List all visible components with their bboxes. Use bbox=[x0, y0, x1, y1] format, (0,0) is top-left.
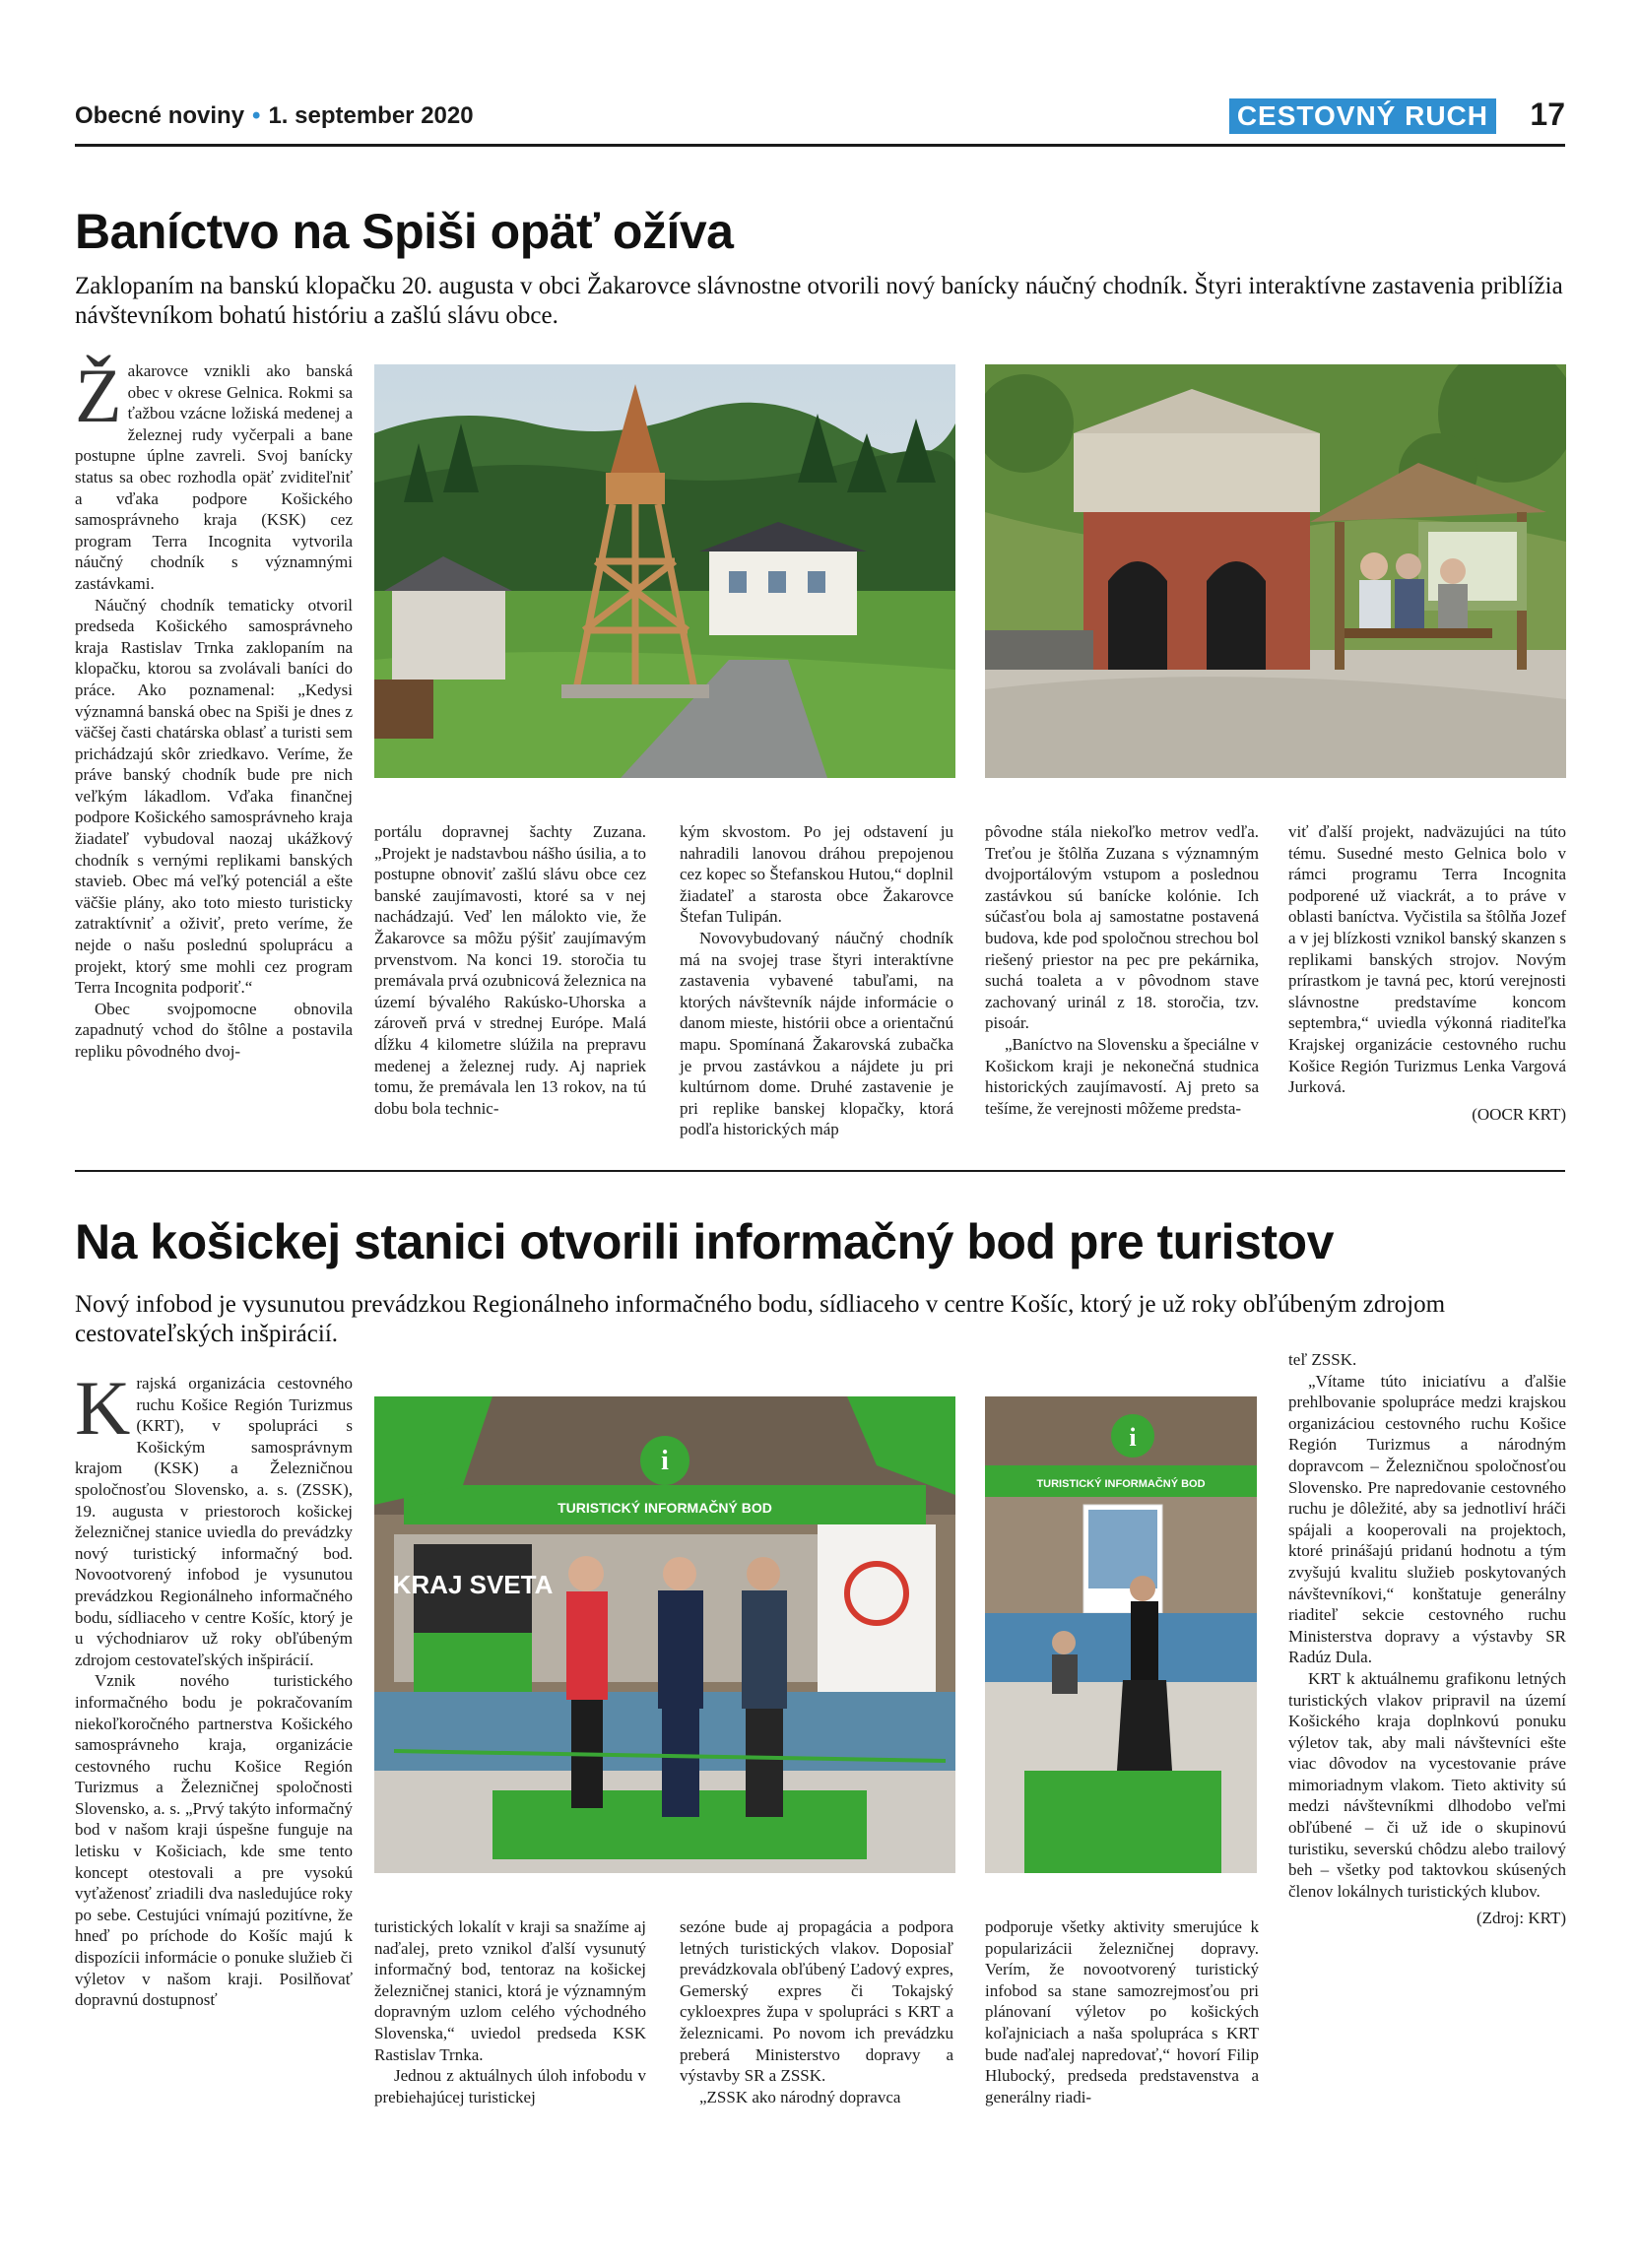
article1-paragraph: „Baníctvo na Slovensku a špeciálne v Košickom kraji je nekonečná studnica historických zaujímavostí. Aj preto sa tešíme, že verejnosti môžeme predsta- bbox=[985, 1034, 1259, 1118]
article1-paragraph: Obec svojpomocne obnovila zapadnutý vchod do štôlne a postavila repliku pôvodného dvoj- bbox=[75, 999, 353, 1061]
header-rule bbox=[75, 144, 1565, 147]
page-number: 17 bbox=[1530, 97, 1565, 132]
publication-name: Obecné noviny bbox=[75, 102, 245, 129]
banner-kraj-sveta: KRAJ SVETA bbox=[392, 1570, 554, 1599]
photo-infobod-opening-image bbox=[374, 1396, 955, 1873]
article1-paragraph: viť ďalší projekt, nadväzujúci na túto tému. Susedné mesto Gelnica bolo v rámci programu Terra Incognita podporené už viackrát, a to práve v oblasti baníctva. Vyčistila sa štôlňa Jozef a v jej blízkosti vznikol banský skanzen s replikami banských strojov. Novým prírastkom je tavná pec, ktorú verejnosti slávnostne predstavíme koncom septembra,“ uviedla výkonná riaditeľka Krajskej organizácie cestovného ruchu Košice Región Turizmus Lenka Vargová Jurková. bbox=[1288, 822, 1566, 1097]
article1-column-3 bbox=[680, 821, 953, 1146]
article2-title: Na košickej stanici otvorili informačný bod pre turistov bbox=[75, 1214, 1334, 1269]
article1-paragraph: Žakarovce vznikli ako banská obec v okrese Gelnica. Rokmi sa ťažbou vzácne ložiská medenej a železnej rudy vyčerpali a bane postupne úplne zavreli. Svoj banícky status sa obec rozhodla opäť zviditeľniť a vďaka podpore Košického samosprávneho kraja (KSK) cez program Terra Incognita vytvorila náučný chodník s významnými zastávkami. bbox=[75, 353, 353, 593]
article-divider bbox=[75, 1170, 1565, 1172]
article2-paragraph: KRT k aktuálnemu grafikonu letných turistických vlakov pripravil na území Košického kraja doplnkovú ponuku výletov tak, aby mali návštevníci ešte viac dôvodov na vycestovanie práve mimoriadnym vlakom. Tieto aktivity sú medzi návštevníkmi dlhodobo veľmi obľúbené – či už ide o skupinovú turistiku, severskú chôdzu alebo trailový beh – všetky pod taktovkou skúsených členov lokálnych turistických klubov. bbox=[1288, 1668, 1566, 1901]
svg-text:i: i bbox=[661, 1446, 669, 1476]
article2-column-4 bbox=[985, 1916, 1259, 2202]
article1-paragraph: Náučný chodník tematicky otvoril predseda Košického samosprávneho kraja Rastislav Trnka zaklopaním na klopačku, ktorou sa zvolávali baníci do práce. Ako poznamenal: „Kedysi významná banská obec na Spiši je dnes z väčšej časti chatárska oblasť a turisti sem prichádzajú skôr zriedkavo. Veríme, že práve banský chodník bude pre nich veľkým lákadlom. Vďaka finančnej podpore Košického samosprávneho kraja žiadateľ vybudoval naozaj ukážkový chodník s vernými replikami banských stavieb. Obec má veľký potenciál a ešte väčšie plány, ako toto miesto turisticky zatraktívniť a oživiť, preto veríme, že nejde o našu poslednú spoluprácu a projekt, ktorý sme mohli cez program Terra Incognita podporiť.“ bbox=[75, 595, 353, 998]
article1-column-1 bbox=[75, 353, 353, 1148]
infobod-sign-left: TURISTICKÝ INFORMAČNÝ BOD bbox=[558, 1500, 772, 1516]
article1-dropcap: Ž bbox=[75, 353, 122, 438]
article1-paragraph: kým skvostom. Po jej odstavení ju nahradili lanovou dráhou prepojenou cez kopec so Štefanskou Hutou,“ doplnil žiadateľ a starosta obce Žakarovce Štefan Tulipán. bbox=[680, 822, 953, 927]
article1-paragraph: Novovybudovaný náučný chodník má na svojej trase štyri interaktívne zastavenia vybavené tabuľami, na ktorých návštevník nájde informácie o danom mieste, histórii obce a orientačnú mapu. Spomínaná Žakarovská zubačka je prvou zastávkou a nájdete ju pri kultúrnom dome. Druhé zastavenie je pri replike banskej klopačky, ktorá podľa historických máp bbox=[680, 928, 953, 1139]
photo-infobod-counter-image bbox=[985, 1396, 1257, 1873]
article2-paragraph: podporuje všetky aktivity smerujúce k popularizácii železničnej dopravy. Verím, že novootvorený turistický infobod sa stane samozrejmosťou pri plánovaní výletov po košických koľajniciach a naša spolupráca s KRT bude naďalej napredovať,“ hovorí Filip Hlubocký, predseda predstavenstva a generálny riadi- bbox=[985, 1917, 1259, 2106]
article2-paragraph: „ZSSK ako národný dopravca bbox=[699, 2087, 901, 2106]
photo-bell-tower-image bbox=[374, 364, 955, 778]
photo-mine-portal bbox=[985, 364, 1566, 778]
photo-bell-tower bbox=[374, 364, 955, 778]
photo-infobod-counter bbox=[985, 1396, 1257, 1873]
photo-mine-portal-image bbox=[985, 364, 1566, 778]
article2-paragraph: Jednou z aktuálnych úloh infobodu v prebiehajúcej turistickej bbox=[374, 2066, 646, 2106]
article2-column-5 bbox=[1288, 1349, 1566, 2206]
article2-paragraph: „Vítame túto iniciatívu a ďalšie prehlbovanie spolupráce medzi krajskou organizáciou cestovného ruchu Košice Región Turizmus a národným dopravcom – Železničnou spoločnosťou Slovensko. Pre napredovanie cestovného ruchu je dôležité, aby sa jednotliví hráči spájali a kooperovali na projektoch, ktoré prinášajú pridanú hodnotu a tým zvyšujú kvalitu služieb poskytovaných návštevníkovi,“ konštatuje generálny riaditeľ sekcie cestovného ruchu Ministerstva dopravy a výstavby SR Radúz Dula. bbox=[1288, 1371, 1566, 1667]
article1-column-4 bbox=[985, 821, 1259, 1146]
article2-column-1 bbox=[75, 1365, 353, 2200]
header-publication-line bbox=[75, 102, 474, 130]
article2-paragraph: Vznik nového turistického informačného bodu je pokračovaním niekoľkoročného partnerstva Košického samosprávneho kraja, organizácie cestovného ruchu Košice Región Turizmus a Železničnej spoločnosti Slovensko, a. s. „Prvý takýto informačný bod v našom kraji úspešne funguje na letisku v Košiciach, kde sme tento koncept otestovali a pre vysokú vyťaženosť zriadili dva nasledujúce roky po sebe. Cestujúci vnímajú pozitívne, že hneď po príchode do Košíc majú k dispozícii informácie o ponuke služieb či výletov v našom kraji. Posilňovať dopravnú dostupnosť bbox=[75, 1671, 353, 2010]
article2-lead: Nový infobod je vysunutou prevádzkou Regionálneho informačného bodu, sídliaceho v centre Košíc, ktorý je už roky obľúbeným zdrojom cestovateľských inšpirácií. bbox=[75, 1291, 1446, 1347]
article1-lead: Zaklopaním na banskú klopačku 20. augusta v obci Žakarovce slávnostne otvorili nový banícky náučný chodník. Štyri interaktívne zastavenia priblížia návštevníkom bohatú históriu a zašlú slávu obce. bbox=[75, 273, 1563, 329]
issue-date: 1. september 2020 bbox=[268, 102, 474, 129]
page-header bbox=[75, 97, 1565, 142]
article2-column-3 bbox=[680, 1916, 953, 2202]
article2-paragraph: Krajská organizácia cestovného ruchu Košice Región Turizmus (KRT), v spolupráci s Košickým samosprávnym krajom (KSK) a Železničnou spoločnosťou Slovensko, a. s. (ZSSK), 19. augusta v priestoroch košickej železničnej stanice uviedla do prevádzky nový turistický informačný bod. Novootvorený infobod je vysunutou prevádzkou Regionálneho informačného bodu, sídliaceho v centre Košíc, ktorý je u východniarov už roky obľúbeným zdrojom cestovateľských inšpirácií. bbox=[75, 1365, 353, 1669]
infobod-sign-right: TURISTICKÝ INFORMAČNÝ BOD bbox=[1036, 1478, 1206, 1490]
article1-paragraph: pôvodne stála niekoľko metrov vedľa. Treťou je štôlňa Zuzana s významným dvojportálovým vstupom a poslednou zastávkou sú banícke kolónie. Ich súčasťou bola aj samostatne postavená budova, kde pod spoločnou strechou bol riešený priestor na pec pre pekárnika, suchá toaleta a v pôvodnom stave zachovaný urinál z 18. storočia, tzv. pisoár. bbox=[985, 822, 1259, 1033]
article1-signature: (OOCR KRT) bbox=[1472, 1104, 1566, 1124]
article2-column-2 bbox=[374, 1916, 646, 2202]
photo-infobod-opening bbox=[374, 1396, 955, 1873]
article2-paragraph: sezóne bude aj propagácia a podpora letných turistických vlakov. Doposiaľ prevádzkovala obľúbený Ľadový expres, Gemerský expres či Tokajský cykloexpres župa v spolupráci s KRT a železnicami. Po novom ich prevádzku preberá Ministerstvo dopravy a výstavby SR a ZSSK. bbox=[680, 1917, 953, 2086]
article2-paragraph: turistických lokalít v kraji sa snažíme aj naďalej, preto vznikol ďalší vysunutý informačný bod, tentoraz na košickej železničnej stanici, ktorá je významným dopravným uzlom celého východného Slovenska,“ uviedol predseda KSK Rastislav Trnka. bbox=[374, 1917, 646, 2064]
article2-dropcap: K bbox=[75, 1365, 131, 1451]
article2-paragraph: teľ ZSSK. bbox=[1288, 1350, 1357, 1369]
article1-column-2 bbox=[374, 821, 646, 1146]
article1-column-5 bbox=[1288, 821, 1566, 1156]
article1-paragraph: portálu dopravnej šachty Zuzana. „Projekt je nadstavbou nášho úsilia, a to postupne obnoviť zašlú slávu obce cez banské zaujímavosti, ktoré sa v nej nachádzajú. Veď len málokto vie, že Žakarovce sa môžu pýšiť zaujímavým prvenstvom. Na konci 19. storočia tu premávala prvá ozubnicová železnica na území bývalého Rakúsko-Uhorska a zároveň prvá v strednej Európe. Malá dĺžku 4 kilometre slúžila na prepravu medenej a železnej rudy. Aj napriek tomu, že premávala len 13 rokov, na tú dobu bola technic- bbox=[374, 822, 646, 1118]
article2-signature: (Zdroj: KRT) bbox=[1476, 1909, 1566, 1928]
article1-title: Baníctvo na Spiši opäť ožíva bbox=[75, 204, 734, 259]
separator-dot: • bbox=[252, 102, 261, 129]
svg-text:i: i bbox=[1129, 1423, 1137, 1452]
section-label: CESTOVNÝ RUCH bbox=[1229, 98, 1496, 134]
